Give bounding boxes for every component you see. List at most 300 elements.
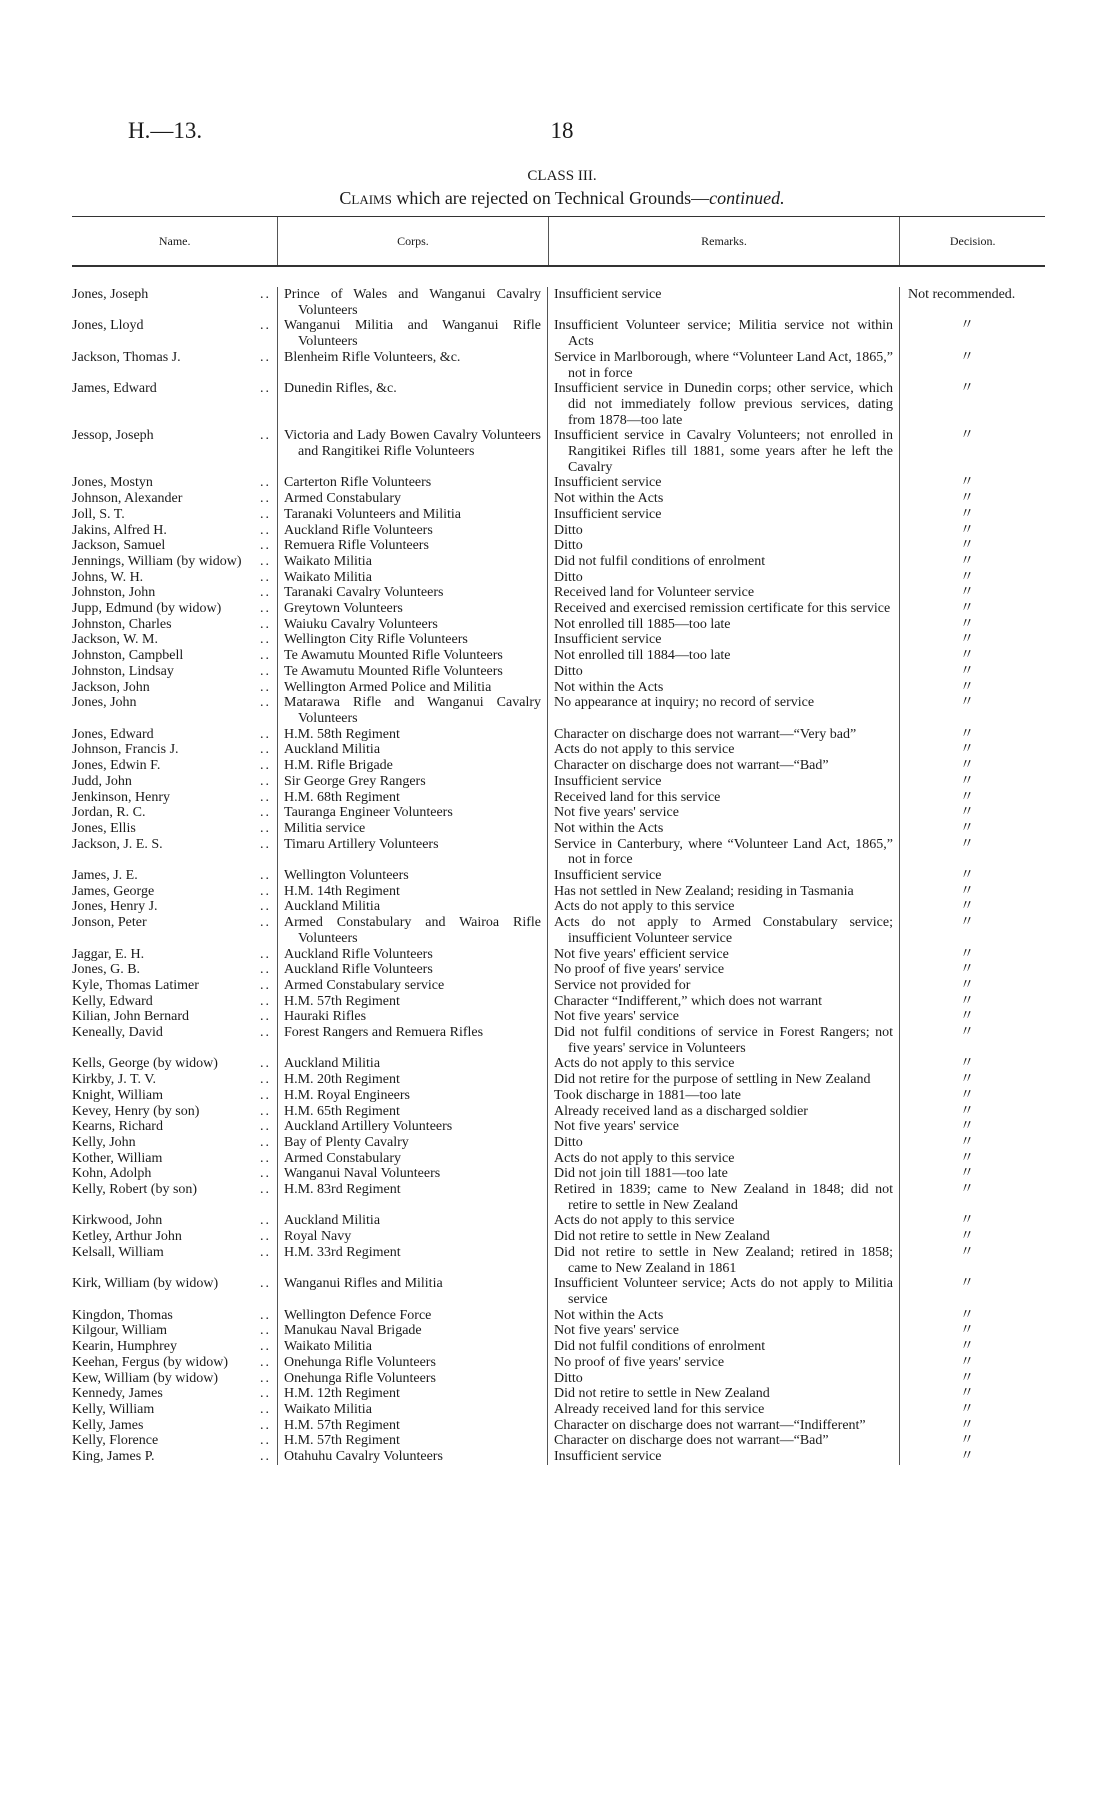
table-row xyxy=(72,648,1045,664)
dot-leader: .. xyxy=(260,648,271,664)
remarks-cell xyxy=(548,1119,900,1135)
corps-cell xyxy=(278,868,548,884)
dot-leader: .. xyxy=(260,1150,271,1166)
decision-cell xyxy=(900,1276,1045,1307)
corps-cell-text: Wellington Armed Police and Militia xyxy=(284,679,492,695)
table-row xyxy=(72,1355,1045,1371)
remarks-cell xyxy=(548,1213,900,1229)
decision-cell-text: 〃 xyxy=(960,1370,974,1386)
remarks-cell xyxy=(548,742,900,758)
dot-leader: .. xyxy=(260,569,271,585)
decision-cell xyxy=(900,1009,1045,1025)
dot-leader: .. xyxy=(260,1229,271,1245)
name-cell-text: Kevey, Henry (by son) xyxy=(72,1103,200,1119)
corps-cell xyxy=(278,1276,548,1307)
remarks-cell-text: Acts do not apply to this service xyxy=(554,742,735,758)
remarks-cell-text: Ditto xyxy=(554,1370,583,1386)
table-row xyxy=(72,381,1045,428)
remarks-cell xyxy=(548,680,900,696)
corps-cell-text: H.M. 14th Regiment xyxy=(284,883,400,899)
corps-cell xyxy=(278,617,548,633)
corps-cell xyxy=(278,1308,548,1324)
table-row xyxy=(72,1371,1045,1387)
decision-cell-text: 〃 xyxy=(960,491,974,507)
remarks-cell-text: Ditto xyxy=(554,538,583,554)
table-row xyxy=(72,899,1045,915)
decision-cell-text: 〃 xyxy=(960,648,974,664)
decision-cell xyxy=(900,1229,1045,1245)
table-row xyxy=(72,1009,1045,1025)
decision-cell-text: 〃 xyxy=(960,962,974,978)
decision-cell-text: 〃 xyxy=(960,726,974,742)
name-cell xyxy=(72,1323,278,1339)
remarks-cell-text: Acts do not apply to this service xyxy=(554,1213,735,1229)
corps-cell xyxy=(278,884,548,900)
name-cell xyxy=(72,601,278,617)
corps-cell-text: Armed Constabulary xyxy=(284,491,402,507)
name-cell xyxy=(72,1276,278,1307)
decision-cell-text: 〃 xyxy=(960,1433,974,1449)
corps-cell-text: H.M. 58th Regiment xyxy=(284,726,400,742)
decision-cell-text: 〃 xyxy=(960,1009,974,1025)
table-row xyxy=(72,1323,1045,1339)
remarks-cell-text: Not within the Acts xyxy=(554,491,664,507)
name-cell-text: Jackson, Thomas J. xyxy=(72,349,181,365)
decision-cell-text: 〃 xyxy=(960,977,974,993)
remarks-cell-text: Service not provided for xyxy=(554,977,691,993)
table-row xyxy=(72,1104,1045,1120)
remarks-cell-text: Not five years' service xyxy=(554,1323,679,1339)
remarks-cell-text: Character on discharge does not warrant—“Indifferent” xyxy=(554,1417,866,1433)
name-cell xyxy=(72,1245,278,1276)
table-row xyxy=(72,727,1045,743)
name-cell-text: Jennings, William (by widow) xyxy=(72,553,242,569)
decision-cell xyxy=(900,1323,1045,1339)
decision-cell-text: 〃 xyxy=(960,1119,974,1135)
corps-cell-text: Armed Constabulary and Wairoa Rifle Volunteers xyxy=(284,915,541,946)
remarks-cell xyxy=(548,947,900,963)
decision-cell-text: 〃 xyxy=(960,742,974,758)
corps-cell-text: Wanganui Rifles and Militia xyxy=(284,1276,443,1292)
name-cell-text: Kilgour, William xyxy=(72,1323,168,1339)
table-row xyxy=(72,994,1045,1010)
decision-cell-text: 〃 xyxy=(960,1229,974,1245)
table-row xyxy=(72,570,1045,586)
remarks-cell-text: Did not fulfil conditions of enrolment xyxy=(554,553,766,569)
table-row xyxy=(72,1308,1045,1324)
remarks-cell xyxy=(548,1418,900,1434)
table-row xyxy=(72,680,1045,696)
dot-leader: .. xyxy=(260,1134,271,1150)
name-cell-text: Kells, George (by widow) xyxy=(72,1056,218,1072)
name-cell-text: Jones, Lloyd xyxy=(72,318,144,334)
name-cell-text: Kyle, Thomas Latimer xyxy=(72,977,199,993)
corps-cell-text: Wellington Defence Force xyxy=(284,1307,432,1323)
remarks-cell xyxy=(548,962,900,978)
dot-leader: .. xyxy=(260,538,271,554)
corps-cell-text: Sir George Grey Rangers xyxy=(284,773,426,789)
dot-leader: .. xyxy=(260,1244,271,1260)
name-cell xyxy=(72,978,278,994)
name-cell xyxy=(72,1355,278,1371)
dot-leader: .. xyxy=(260,1401,271,1417)
remarks-cell-text: Did not fulfil conditions of enrolment xyxy=(554,1339,766,1355)
decision-cell xyxy=(900,287,1045,318)
dot-leader: .. xyxy=(260,1182,271,1198)
table-row xyxy=(72,1229,1045,1245)
corps-cell-text: Wellington Volunteers xyxy=(284,868,409,884)
name-cell-text: Keneally, David xyxy=(72,1025,163,1041)
remarks-cell xyxy=(548,475,900,491)
corps-cell xyxy=(278,1166,548,1182)
decision-cell-text: 〃 xyxy=(960,553,974,569)
name-cell xyxy=(72,884,278,900)
corps-cell-text: H.M. 65th Regiment xyxy=(284,1103,400,1119)
remarks-cell-text: Insufficient service xyxy=(554,506,662,522)
name-cell-text: Johnston, Charles xyxy=(72,616,172,632)
name-cell-text: Jackson, J. E. S. xyxy=(72,836,163,852)
name-cell xyxy=(72,1135,278,1151)
corps-cell-text: Wanganui Naval Volunteers xyxy=(284,1166,441,1182)
name-cell-text: Jackson, John xyxy=(72,679,150,695)
table-row xyxy=(72,821,1045,837)
corps-cell-text: Auckland Militia xyxy=(284,742,381,758)
corps-cell-text: Armed Constabulary service xyxy=(284,977,445,993)
name-cell xyxy=(72,538,278,554)
dot-leader: .. xyxy=(260,1276,271,1292)
remarks-cell-text: Did not retire to settle in New Zealand; retired in 1858; came to New Zealand in 1861 xyxy=(554,1244,893,1276)
name-cell-text: Johns, W. H. xyxy=(72,569,144,585)
name-cell-text: Joll, S. T. xyxy=(72,506,125,522)
corps-cell-text: Carterton Rifle Volunteers xyxy=(284,475,432,491)
corps-cell xyxy=(278,475,548,491)
corps-cell xyxy=(278,428,548,475)
table-row xyxy=(72,1339,1045,1355)
name-cell xyxy=(72,868,278,884)
remarks-cell-text: Not five years' service xyxy=(554,805,679,821)
decision-cell xyxy=(900,1402,1045,1418)
decision-cell-text: 〃 xyxy=(960,318,974,334)
remarks-cell xyxy=(548,868,900,884)
dot-leader: .. xyxy=(260,1417,271,1433)
corps-cell-text: Prince of Wales and Wanganui Cavalry Volunteers xyxy=(284,287,541,318)
name-cell-text: Jones, Edwin F. xyxy=(72,758,161,774)
remarks-cell xyxy=(548,884,900,900)
decision-cell xyxy=(900,664,1045,680)
remarks-cell xyxy=(548,1009,900,1025)
corps-cell xyxy=(278,790,548,806)
corps-cell xyxy=(278,915,548,946)
name-cell-text: James, George xyxy=(72,883,155,899)
corps-cell xyxy=(278,1119,548,1135)
remarks-cell xyxy=(548,1355,900,1371)
name-cell-text: Kennedy, James xyxy=(72,1386,163,1402)
table-row xyxy=(72,287,1045,318)
table-row xyxy=(72,1025,1045,1056)
remarks-cell-text: Character on discharge does not warrant—“Bad” xyxy=(554,1433,829,1449)
dot-leader: .. xyxy=(260,1072,271,1088)
table-body xyxy=(72,267,1045,1465)
subtitle-text: which are rejected on Technical Grounds— xyxy=(391,188,710,208)
decision-cell-text: 〃 xyxy=(960,1386,974,1402)
decision-cell-text: 〃 xyxy=(960,1166,974,1182)
corps-cell xyxy=(278,1339,548,1355)
dot-leader: .. xyxy=(260,1339,271,1355)
remarks-cell-text: Already received land for this service xyxy=(554,1401,765,1417)
dot-leader: .. xyxy=(260,915,271,931)
table-row xyxy=(72,1151,1045,1167)
decision-cell-text: 〃 xyxy=(960,585,974,601)
name-cell-text: Jonson, Peter xyxy=(72,915,147,931)
remarks-cell xyxy=(548,915,900,946)
corps-cell xyxy=(278,381,548,428)
remarks-cell-text: Insufficient service xyxy=(554,287,662,302)
remarks-cell-text: Insufficient service xyxy=(554,1449,662,1465)
decision-cell-text: 〃 xyxy=(960,522,974,538)
dot-leader: .. xyxy=(260,1103,271,1119)
corps-cell-text: Auckland Militia xyxy=(284,1213,381,1229)
corps-cell-text: Waikato Militia xyxy=(284,1401,372,1417)
name-cell xyxy=(72,947,278,963)
decision-cell xyxy=(900,648,1045,664)
name-cell xyxy=(72,821,278,837)
remarks-cell xyxy=(548,1371,900,1387)
name-cell xyxy=(72,1166,278,1182)
dot-leader: .. xyxy=(260,1056,271,1072)
remarks-cell xyxy=(548,1025,900,1056)
table-row xyxy=(72,1386,1045,1402)
remarks-cell-text: Already received land as a discharged soldier xyxy=(554,1103,808,1119)
decision-cell-text: 〃 xyxy=(960,381,974,397)
name-cell-text: Kelly, James xyxy=(72,1417,144,1433)
decision-cell xyxy=(900,805,1045,821)
name-cell-text: Kirkwood, John xyxy=(72,1213,163,1229)
name-cell-text: Kilian, John Bernard xyxy=(72,1009,190,1025)
dot-leader: .. xyxy=(260,506,271,522)
name-cell xyxy=(72,585,278,601)
decision-cell xyxy=(900,1166,1045,1182)
dot-leader: .. xyxy=(260,1370,271,1386)
name-cell-text: Johnston, John xyxy=(72,585,156,601)
remarks-cell xyxy=(548,1308,900,1324)
corps-cell-text: Waikato Militia xyxy=(284,553,372,569)
name-cell-text: Jones, Edward xyxy=(72,726,154,742)
class-title: CLASS III. xyxy=(527,168,597,184)
decision-cell-text: 〃 xyxy=(960,836,974,852)
corps-cell xyxy=(278,632,548,648)
remarks-cell-text: Insufficient service xyxy=(554,868,662,884)
dot-leader: .. xyxy=(260,773,271,789)
remarks-cell-text: Insufficient Volunteer service; Militia service not within Acts xyxy=(554,318,893,350)
dot-leader: .. xyxy=(260,632,271,648)
header-corps: Corps. xyxy=(278,217,548,265)
name-cell-text: Jones, Mostyn xyxy=(72,475,153,491)
corps-cell xyxy=(278,350,548,381)
corps-cell xyxy=(278,899,548,915)
name-cell-text: Jones, G. B. xyxy=(72,962,141,978)
remarks-cell xyxy=(548,381,900,428)
table-row xyxy=(72,507,1045,523)
table-row xyxy=(72,523,1045,539)
table-row xyxy=(72,837,1045,868)
remarks-cell-text: Acts do not apply to this service xyxy=(554,1150,735,1166)
decision-cell xyxy=(900,680,1045,696)
corps-cell-text: Greytown Volunteers xyxy=(284,601,403,617)
name-cell xyxy=(72,915,278,946)
remarks-cell xyxy=(548,774,900,790)
table-row xyxy=(72,617,1045,633)
dot-leader: .. xyxy=(260,899,271,915)
decision-cell xyxy=(900,837,1045,868)
dot-leader: .. xyxy=(260,836,271,852)
remarks-cell-text: Service in Marlborough, where “Volunteer Land Act, 1865,” not in force xyxy=(554,349,893,381)
name-cell xyxy=(72,1213,278,1229)
remarks-cell xyxy=(548,1151,900,1167)
table-row xyxy=(72,805,1045,821)
dot-leader: .. xyxy=(260,1433,271,1449)
remarks-cell xyxy=(548,1339,900,1355)
decision-cell-text: 〃 xyxy=(960,758,974,774)
decision-cell-text: Not recommended. xyxy=(908,287,1016,302)
table-row xyxy=(72,1433,1045,1449)
corps-cell xyxy=(278,664,548,680)
remarks-cell-text: Insufficient service in Cavalry Volunteers; not enrolled in Rangitikei Rifles till 1881, some years after he left the Cavalry xyxy=(554,428,893,475)
name-cell-text: Kearin, Humphrey xyxy=(72,1339,177,1355)
decision-cell-text: 〃 xyxy=(960,1056,974,1072)
decision-cell xyxy=(900,1151,1045,1167)
dot-leader: .. xyxy=(260,805,271,821)
decision-cell-text: 〃 xyxy=(960,428,974,444)
table-row xyxy=(72,1072,1045,1088)
decision-cell xyxy=(900,318,1045,349)
name-cell-text: Jackson, W. M. xyxy=(72,632,158,648)
table-row xyxy=(72,664,1045,680)
corps-cell-text: Bay of Plenty Cavalry xyxy=(284,1134,409,1150)
decision-cell xyxy=(900,1182,1045,1213)
decision-cell-text: 〃 xyxy=(960,1072,974,1088)
name-cell-text: Kelly, John xyxy=(72,1134,136,1150)
corps-cell xyxy=(278,1355,548,1371)
dot-leader: .. xyxy=(260,1213,271,1229)
remarks-cell xyxy=(548,491,900,507)
corps-cell xyxy=(278,727,548,743)
name-cell xyxy=(72,507,278,523)
decision-cell xyxy=(900,1213,1045,1229)
corps-cell xyxy=(278,994,548,1010)
name-cell-text: Kohn, Adolph xyxy=(72,1166,152,1182)
name-cell-text: James, J. E. xyxy=(72,868,138,884)
corps-cell-text: H.M. 57th Regiment xyxy=(284,1433,400,1449)
dot-leader: .. xyxy=(260,1323,271,1339)
name-cell xyxy=(72,790,278,806)
corps-cell xyxy=(278,523,548,539)
name-cell xyxy=(72,994,278,1010)
decision-cell xyxy=(900,1308,1045,1324)
table-row xyxy=(72,1119,1045,1135)
table-row xyxy=(72,318,1045,349)
corps-cell-text: H.M. 83rd Regiment xyxy=(284,1182,401,1198)
remarks-cell xyxy=(548,538,900,554)
decision-cell xyxy=(900,523,1045,539)
subtitle-claims: Claims xyxy=(339,188,392,208)
corps-cell-text: Onehunga Rifle Volunteers xyxy=(284,1370,436,1386)
remarks-cell xyxy=(548,1402,900,1418)
page-number: 18 xyxy=(550,118,574,143)
remarks-cell-text: Character on discharge does not warrant—“Bad” xyxy=(554,758,829,774)
decision-cell-text: 〃 xyxy=(960,1213,974,1229)
remarks-cell xyxy=(548,1433,900,1449)
decision-cell-text: 〃 xyxy=(960,946,974,962)
remarks-cell-text: Not within the Acts xyxy=(554,679,664,695)
corps-cell xyxy=(278,978,548,994)
decision-cell-text: 〃 xyxy=(960,695,974,711)
corps-cell-text: H.M. Rifle Brigade xyxy=(284,758,393,774)
corps-cell xyxy=(278,774,548,790)
remarks-cell-text: Not five years' service xyxy=(554,1009,679,1025)
remarks-cell-text: Insufficient service xyxy=(554,773,662,789)
name-cell-text: Kelsall, William xyxy=(72,1244,164,1260)
decision-cell-text: 〃 xyxy=(960,349,974,365)
remarks-cell xyxy=(548,554,900,570)
corps-cell-text: Taranaki Volunteers and Militia xyxy=(284,506,461,522)
decision-cell-text: 〃 xyxy=(960,1417,974,1433)
decision-cell xyxy=(900,1245,1045,1276)
name-cell xyxy=(72,1386,278,1402)
remarks-cell-text: Insufficient Volunteer service; Acts do not apply to Militia service xyxy=(554,1276,893,1307)
decision-cell xyxy=(900,947,1045,963)
remarks-cell-text: Character “Indifferent,” which does not warrant xyxy=(554,993,822,1009)
remarks-cell xyxy=(548,821,900,837)
remarks-cell-text: Ditto xyxy=(554,522,583,538)
corps-cell xyxy=(278,1323,548,1339)
name-cell xyxy=(72,491,278,507)
decision-cell xyxy=(900,742,1045,758)
corps-cell xyxy=(278,1072,548,1088)
table-row xyxy=(72,868,1045,884)
corps-cell xyxy=(278,491,548,507)
decision-cell xyxy=(900,1355,1045,1371)
name-cell xyxy=(72,1433,278,1449)
decision-cell xyxy=(900,915,1045,946)
decision-cell-text: 〃 xyxy=(960,569,974,585)
remarks-cell xyxy=(548,632,900,648)
corps-cell-text: H.M. 12th Regiment xyxy=(284,1386,400,1402)
name-cell xyxy=(72,554,278,570)
table-row xyxy=(72,554,1045,570)
decision-cell-text: 〃 xyxy=(960,1087,974,1103)
remarks-cell-text: Insufficient service xyxy=(554,475,662,491)
remarks-cell-text: Insufficient service xyxy=(554,632,662,648)
table-row xyxy=(72,1135,1045,1151)
corps-cell xyxy=(278,1418,548,1434)
remarks-cell-text: Not enrolled till 1884—too late xyxy=(554,648,731,664)
corps-cell-text: H.M. 57th Regiment xyxy=(284,993,400,1009)
corps-cell xyxy=(278,648,548,664)
dot-leader: .. xyxy=(260,1166,271,1182)
document-reference: H.—13. xyxy=(128,118,203,143)
corps-cell-text: Forest Rangers and Remuera Rifles xyxy=(284,1025,484,1041)
dot-leader: .. xyxy=(260,695,271,711)
corps-cell xyxy=(278,837,548,868)
corps-cell xyxy=(278,570,548,586)
dot-leader: .. xyxy=(260,962,271,978)
corps-cell xyxy=(278,287,548,318)
table-row xyxy=(72,350,1045,381)
remarks-cell-text: Did not retire to settle in New Zealand xyxy=(554,1229,770,1245)
table-row xyxy=(72,962,1045,978)
decision-cell xyxy=(900,774,1045,790)
name-cell xyxy=(72,523,278,539)
